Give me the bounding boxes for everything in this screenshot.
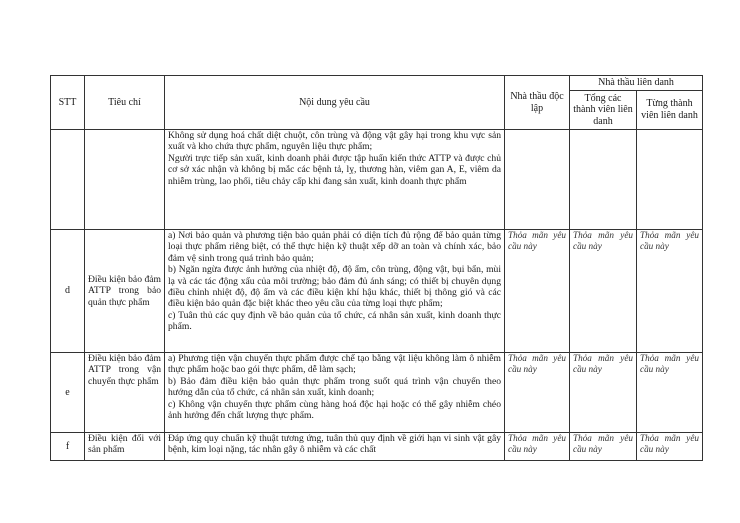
row-eval-doc-lap: Thỏa mãn yêu cầu này <box>505 230 570 353</box>
row-noi-dung <box>165 433 505 461</box>
content-line: b) Bảo đảm điều kiện bảo quản thực phẩm trong suốt quá trình vận chuyển theo hướng dẫn của tổ chức, cá nhân sản xuất, kinh doanh; <box>168 375 501 399</box>
row-noi-dung <box>165 230 505 353</box>
row-eval-tong-cac: Thỏa mãn yêu cầu này <box>570 230 637 353</box>
header-doc-lap: Nhà thầu độc lập <box>505 76 570 130</box>
row-eval-tung-thanh-vien: Thỏa mãn yêu cầu này <box>637 230 703 353</box>
row-stt: d <box>51 230 85 353</box>
cell-noi-dung-continuation <box>165 130 505 230</box>
content-line: a) Nơi bảo quản và phương tiện bảo quản phải có diện tích đủ rộng để bảo quản từng loại thực phẩm riêng biệt, có thể thực hiện kỹ thuật xếp dỡ an toàn và chính xác, bảo đảm vệ sinh trong quá trình bảo quản; <box>168 230 501 264</box>
row-tieu-chi: Điều kiện đối với sản phẩm <box>85 433 165 461</box>
row-eval-doc-lap: Thỏa mãn yêu cầu này <box>505 433 570 461</box>
content-line: Không sử dụng hoá chất diệt chuột, côn trùng và động vật gây hại trong khu vực sản xuất và kho chứa thực phẩm, nguyên liệu thực phẩm; <box>168 130 501 153</box>
row-noi-dung <box>165 353 505 433</box>
cell-eval-blank <box>637 130 703 230</box>
row-eval-tong-cac: Thỏa mãn yêu cầu này <box>570 433 637 461</box>
content-line: c) Tuân thủ các quy định về bảo quản của tổ chức, cá nhân sản xuất, kinh doanh thực phẩm. <box>168 309 501 333</box>
row-stt: e <box>51 353 85 433</box>
row-eval-tong-cac: Thỏa mãn yêu cầu này <box>570 353 637 433</box>
row-stt: f <box>51 433 85 461</box>
header-tieu-chi: Tiêu chí <box>85 76 165 130</box>
header-stt: STT <box>51 76 85 130</box>
row-eval-doc-lap: Thỏa mãn yêu cầu này <box>505 353 570 433</box>
table-row-continuation <box>51 130 703 230</box>
requirements-table <box>50 75 703 461</box>
table-row <box>51 230 703 353</box>
cell-stt-blank <box>51 130 85 230</box>
content-line: Người trực tiếp sản xuất, kinh doanh phải được tập huấn kiến thức ATTP và được chủ cơ sở xác nhận và không bị mắc các bệnh tả, lỵ, thương hàn, viêm gan A, E, viêm da nhiễm trùng, lao phổi, tiêu chảy cấp khi đang sản xuất, kinh doanh thực phẩm <box>168 152 501 187</box>
row-tieu-chi: Điều kiện bảo đảm ATTP trong vận chuyển thực phẩm <box>85 353 165 433</box>
header-tung-thanh-vien: Từng thành viên liên danh <box>637 91 703 130</box>
cell-eval-blank <box>570 130 637 230</box>
table-row <box>51 433 703 461</box>
table-row <box>51 353 703 433</box>
content-line: c) Không vận chuyển thực phẩm cùng hàng hoá độc hại hoặc có thể gây nhiễm chéo ảnh hưởng đến chất lượng thực phẩm. <box>168 398 501 422</box>
content-line: Đáp ứng quy chuẩn kỹ thuật tương ứng, tuân thủ quy định về giới hạn vi sinh vật gây bệnh, kim loại nặng, tác nhân gây ô nhiễm và các chất <box>168 433 501 456</box>
cell-tieu-chi-blank <box>85 130 165 230</box>
row-eval-tung-thanh-vien: Thỏa mãn yêu cầu này <box>637 433 703 461</box>
content-line: b) Ngăn ngừa được ảnh hưởng của nhiệt độ, độ ẩm, côn trùng, động vật, bụi bẩn, mùi lạ và các tác động xấu của môi trường; bảo đảm đủ ánh sáng; có thiết bị chuyên dụng điều chỉnh nhiệt độ, độ ẩm và các điều kiện khí hậu khác, thiết bị thông gió và các điều kiện bảo quản đặc biệt khác theo yêu cầu của từng loại thực phẩm; <box>168 264 501 310</box>
content-line: a) Phương tiện vận chuyển thực phẩm được chế tạo bằng vật liệu không làm ô nhiễm thực phẩm hoặc bao gói thực phẩm, dễ làm sạch; <box>168 353 501 376</box>
cell-eval-blank <box>505 130 570 230</box>
header-lien-danh: Nhà thầu liên danh <box>570 76 703 91</box>
row-tieu-chi: Điều kiện bảo đảm ATTP trong bảo quản thực phẩm <box>85 230 165 353</box>
header-noi-dung: Nội dung yêu cầu <box>165 76 505 130</box>
row-eval-tung-thanh-vien: Thỏa mãn yêu cầu này <box>637 353 703 433</box>
header-tong-cac: Tổng các thành viên liên danh <box>570 91 637 130</box>
